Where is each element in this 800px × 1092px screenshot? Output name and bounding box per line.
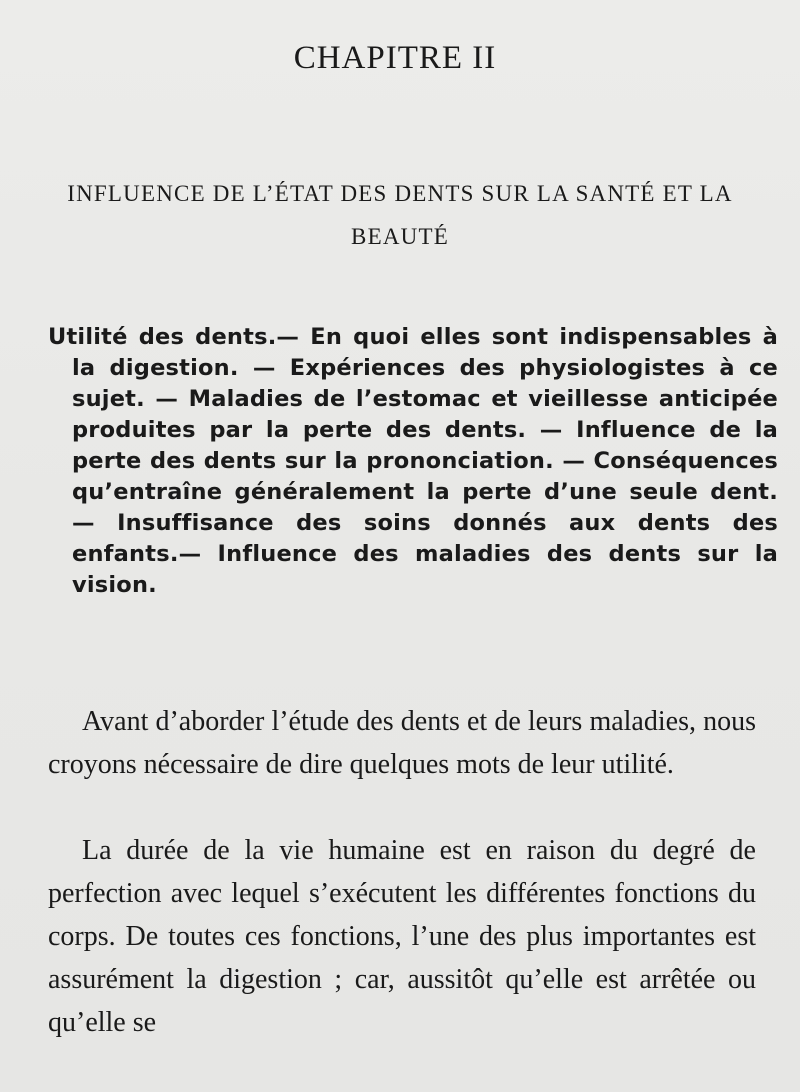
body-paragraph: Avant d’aborder l’étude des dents et de leurs maladies, nous croyons nécessaire de dire quelques mots de leur utilité. — [48, 706, 756, 780]
chapter-summary: Utilité des dents.— En quoi elles sont indispensables à la digestion. — Expériences des physiologistes à ce sujet. — Maladies de l’estomac et vieillesse anticipée produites par la perte des dents. — Influence de la perte des dents sur la prononciation. — Conséquences qu’entraîne généralement la perte d’une seule dent. — Insuffisance des soins donnés aux dents des enfants.— Influence des maladies des dents sur la vision. — [48, 324, 778, 598]
body-paragraph: La durée de la vie humaine est en raison du degré de perfection avec lequel s’exécutent les différentes fonctions du corps. De toutes ces fonctions, l’une des plus importantes est assurément la digestion ; car, aussitôt qu’elle est arrêtée ou qu’elle se — [48, 835, 756, 1038]
section-heading: INFLUENCE DE L’ÉTAT DES DENTS SUR LA SANTÉ ET LA BEAUTÉ — [67, 181, 733, 249]
chapter-heading: CHAPITRE II — [293, 40, 497, 76]
